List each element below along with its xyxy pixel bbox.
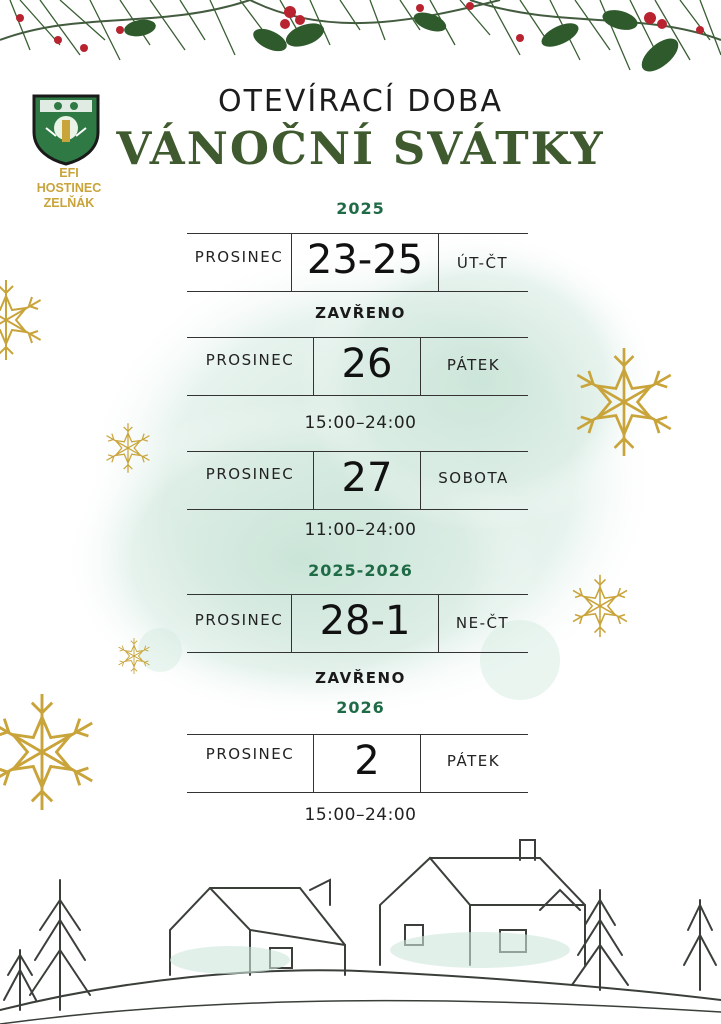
opening-hours: 15:00–24:00 (304, 413, 417, 433)
schedule-row (187, 337, 528, 396)
schedule-row (187, 594, 528, 653)
opening-hours: 11:00–24:00 (304, 520, 417, 540)
year-heading: 2026 (336, 698, 385, 717)
row-month: PROSINEC (194, 611, 284, 629)
row-days: PÁTEK (446, 752, 501, 770)
row-dates: 28-1 (291, 595, 439, 652)
holly-garland-icon (0, 0, 721, 78)
closed-status: ZAVŘENO (315, 669, 406, 687)
year-heading: 2025 (336, 199, 385, 218)
row-days: NE-ČT (455, 614, 510, 632)
year-heading: 2025-2026 (308, 561, 413, 580)
row-month: PROSINEC (194, 248, 284, 266)
row-days: ÚT-ČT (456, 254, 509, 272)
schedule-row (187, 734, 528, 793)
row-dates: 23-25 (291, 234, 439, 291)
logo-line1: EFI HOSTINEC (36, 166, 102, 195)
logo-line2: ZELŇÁK (43, 196, 95, 210)
schedule-row (187, 233, 528, 292)
row-days: PÁTEK (446, 356, 501, 374)
page-title: OTEVÍRACÍ DOBA (217, 84, 504, 119)
row-month: PROSINEC (205, 351, 295, 369)
row-month: PROSINEC (205, 465, 295, 483)
row-dates: 26 (313, 338, 421, 395)
row-dates: 2 (313, 735, 421, 792)
row-dates: 27 (313, 452, 421, 509)
opening-hours: 15:00–24:00 (304, 805, 417, 825)
closed-status: ZAVŘENO (315, 304, 406, 322)
row-days: SOBOTA (438, 469, 509, 487)
schedule-row (187, 451, 528, 510)
row-month: PROSINEC (205, 745, 295, 763)
snowy-village-icon (0, 840, 721, 1024)
page-subtitle: VÁNOČNÍ SVÁTKY (116, 122, 605, 175)
